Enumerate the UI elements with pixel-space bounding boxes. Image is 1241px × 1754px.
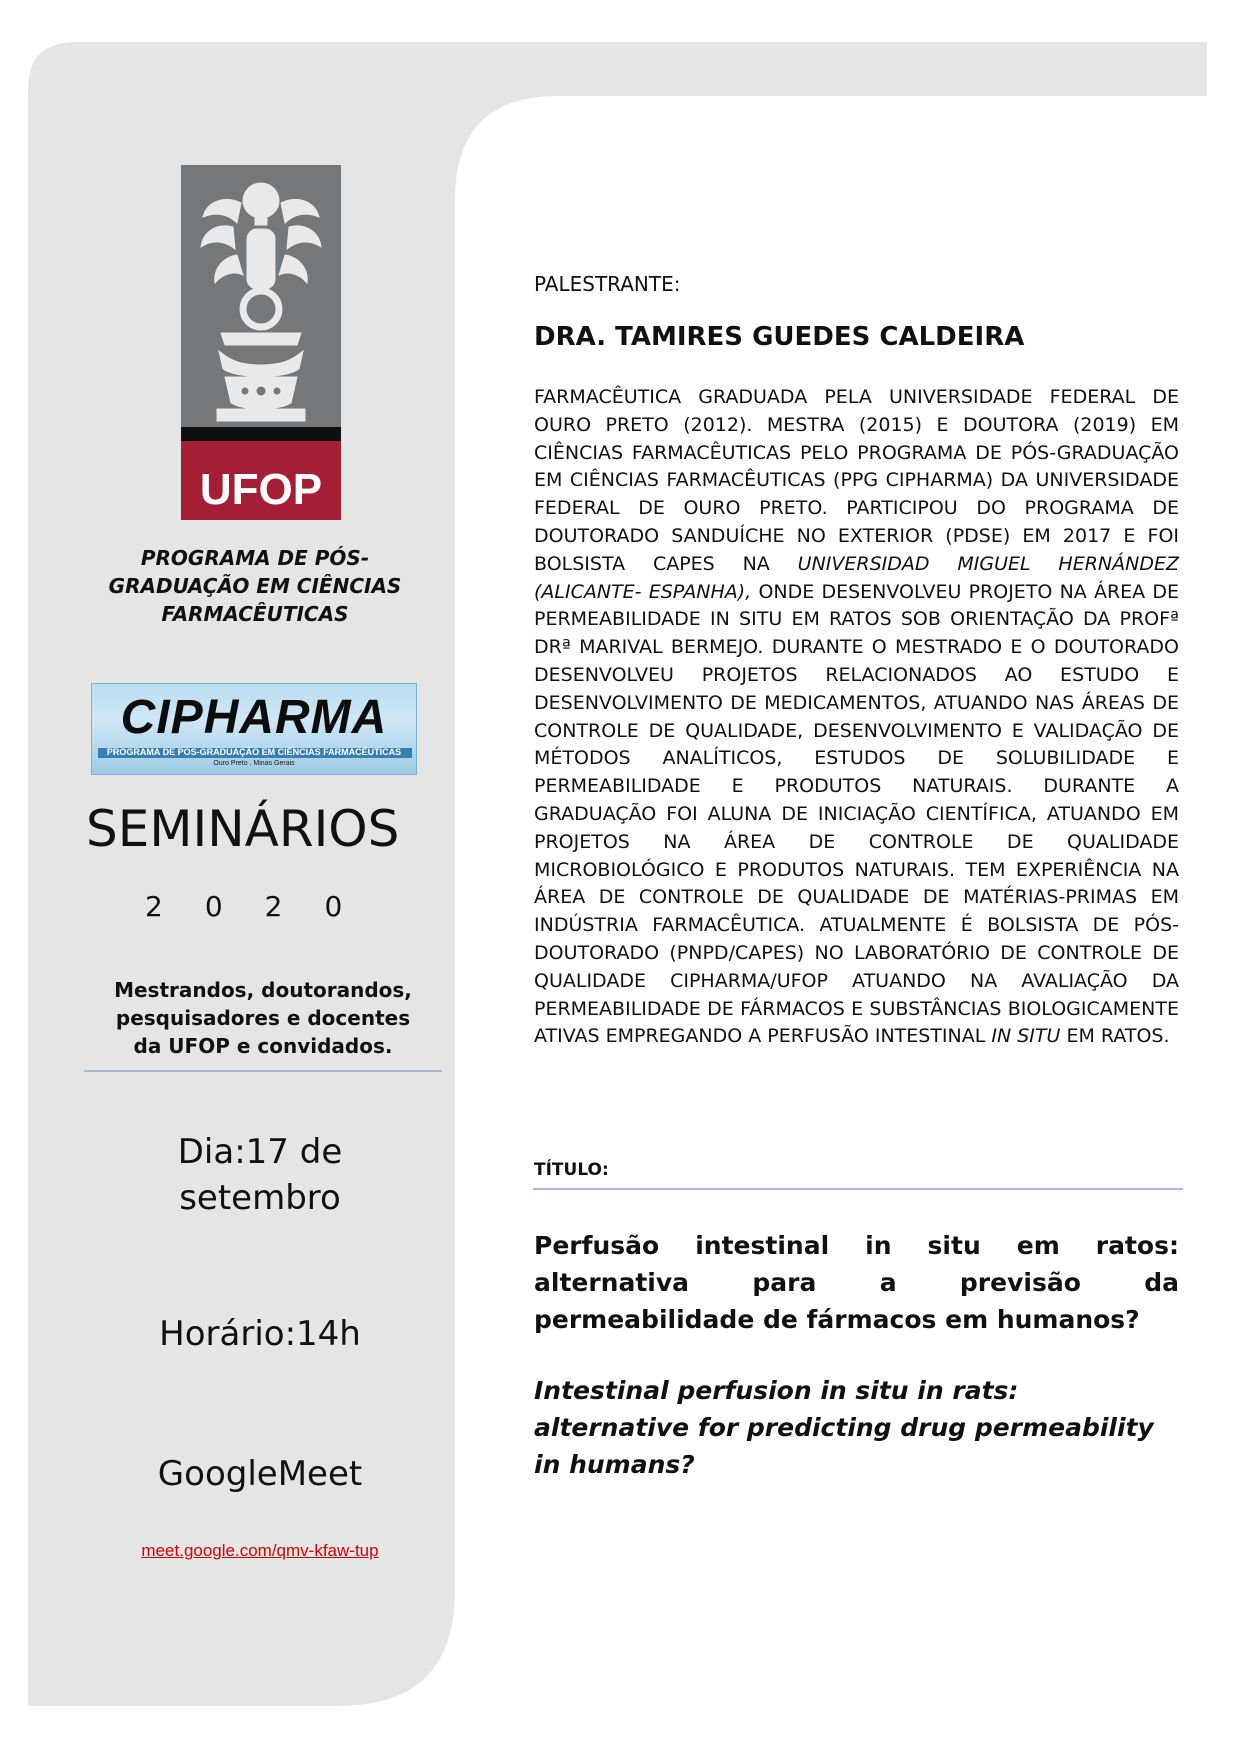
talk-title-english: Intestinal perfusion in situ in rats: alternative for predicting drug permeability in humans?	[534, 1376, 1154, 1479]
cipharma-logo-title: CIPHARMA	[120, 691, 388, 744]
cipharma-logo	[91, 683, 417, 775]
cipharma-logo-subtitle: PROGRAMA DE PÓS-GRADUAÇÃO EM CIÊNCIAS FARMACÊUTICAS	[106, 747, 402, 757]
seminarios-heading: SEMINÁRIOS	[86, 800, 400, 858]
event-time: Horário:14h	[159, 1314, 361, 1354]
meet-link[interactable]: meet.google.com/qmv-kfaw-tup	[141, 1541, 379, 1560]
speaker-name: DRA. TAMIRES GUEDES CALDEIRA	[534, 322, 1025, 352]
ufop-logo-text: UFOP	[199, 465, 323, 514]
event-month: setembro	[179, 1178, 341, 1218]
audience-line: pesquisadores e docentes	[115, 1006, 411, 1030]
speaker-label: PALESTRANTE:	[534, 272, 681, 296]
cipharma-logo-location: Ouro Preto . Minas Gerais	[213, 760, 295, 767]
program-title-line: PROGRAMA DE PÓS-	[140, 546, 370, 570]
title-label: TÍTULO:	[534, 1160, 609, 1180]
audience-line: da UFOP e convidados.	[133, 1034, 393, 1058]
bio-text: ONDE DESENVOLVEU PROJETO NA ÁREA DE PERMEABILIDADE IN SITU EM RATOS SOB ORIENTAÇÃO DA PROFª DRª MARIVAL BERMEJO. DURANTE O MESTRADO E O DOUTORADO DESENVOLVEU PROJETOS RELACIONADOS AO ESTUDO E DESENVOLVIMENTO DE MEDICAMENTOS, ATUANDO NAS ÁREAS DE CONTROLE DE QUALIDADE, DESENVOLVIMENTO E VALIDAÇÃO DE MÉTODOS ANALÍTICOS, ESTUDOS DE SOLUBILIDADE E PERMEABILIDADE E PRODUTOS NATURAIS. DURANTE A GRADUAÇÃO FOI ALUNA DE INICIAÇÃO CIENTÍFICA, ATUANDO EM PROJETOS NA ÁREA DE CONTROLE DE QUALIDADE MICROBIOLÓGICO E PRODUTOS NATURAIS. TEM EXPERIÊNCIA NA ÁREA DE CONTROLE DE QUALIDADE DE MATÉRIAS-PRIMAS EM INDÚSTRIA FARMACÊUTICA. ATUALMENTE É BOLSISTA DE PÓS-DOUTORADO (PNPD/CAPES) NO LABORATÓRIO DE CONTROLE DE QUALIDADE CIPHARMA/UFOP ATUANDO NA AVALIAÇÃO DA PERMEABILIDADE DE FÁRMACOS E SUBSTÂNCIAS BIOLOGICAMENTE ATIVAS EMPREGANDO A PERFUSÃO INTESTINAL	[534, 580, 1180, 1048]
talk-title-portuguese: Perfusão intestinal in situ em ratos: alternativa para a previsão da permeabilidade de fármacos em humanos?	[534, 1231, 1179, 1334]
speaker-bio	[534, 384, 1179, 1051]
program-title-line: FARMACÊUTICAS	[161, 602, 349, 626]
bio-text: EM RATOS.	[1060, 1025, 1170, 1048]
logo-black-stripe	[181, 427, 341, 441]
left-divider	[84, 1070, 442, 1072]
program-title-line: GRADUAÇÃO EM CIÊNCIAS	[108, 574, 402, 598]
seminar-year: 2020	[145, 890, 385, 923]
bio-italic-university: UNIVERSIDAD MIGUEL HERNÁNDEZ (ALICANTE- ESPANHA),	[534, 552, 1179, 603]
bio-italic-in-situ: IN SITU	[991, 1025, 1061, 1048]
bio-text: FARMACÊUTICA GRADUADA PELA UNIVERSIDADE FEDERAL DE OURO PRETO (2012). MESTRA (2015) E DOUTORA (2019) EM CIÊNCIAS FARMACÊUTICAS PELO PROGRAMA DE PÓS-GRADUAÇÃO EM CIÊNCIAS FARMACÊUTICAS (PPG CIPHARMA) DA UNIVERSIDADE FEDERAL DE OURO PRETO. PARTICIPOU DO PROGRAMA DE DOUTORADO SANDUÍCHE NO EXTERIOR (PDSE) EM 2017 E FOI BOLSISTA CAPES NA	[534, 386, 1179, 575]
event-platform: GoogleMeet	[157, 1454, 363, 1494]
right-divider	[533, 1188, 1183, 1190]
event-day: Dia:17 de	[177, 1132, 343, 1172]
audience-line: Mestrandos, doutorandos,	[114, 978, 412, 1002]
